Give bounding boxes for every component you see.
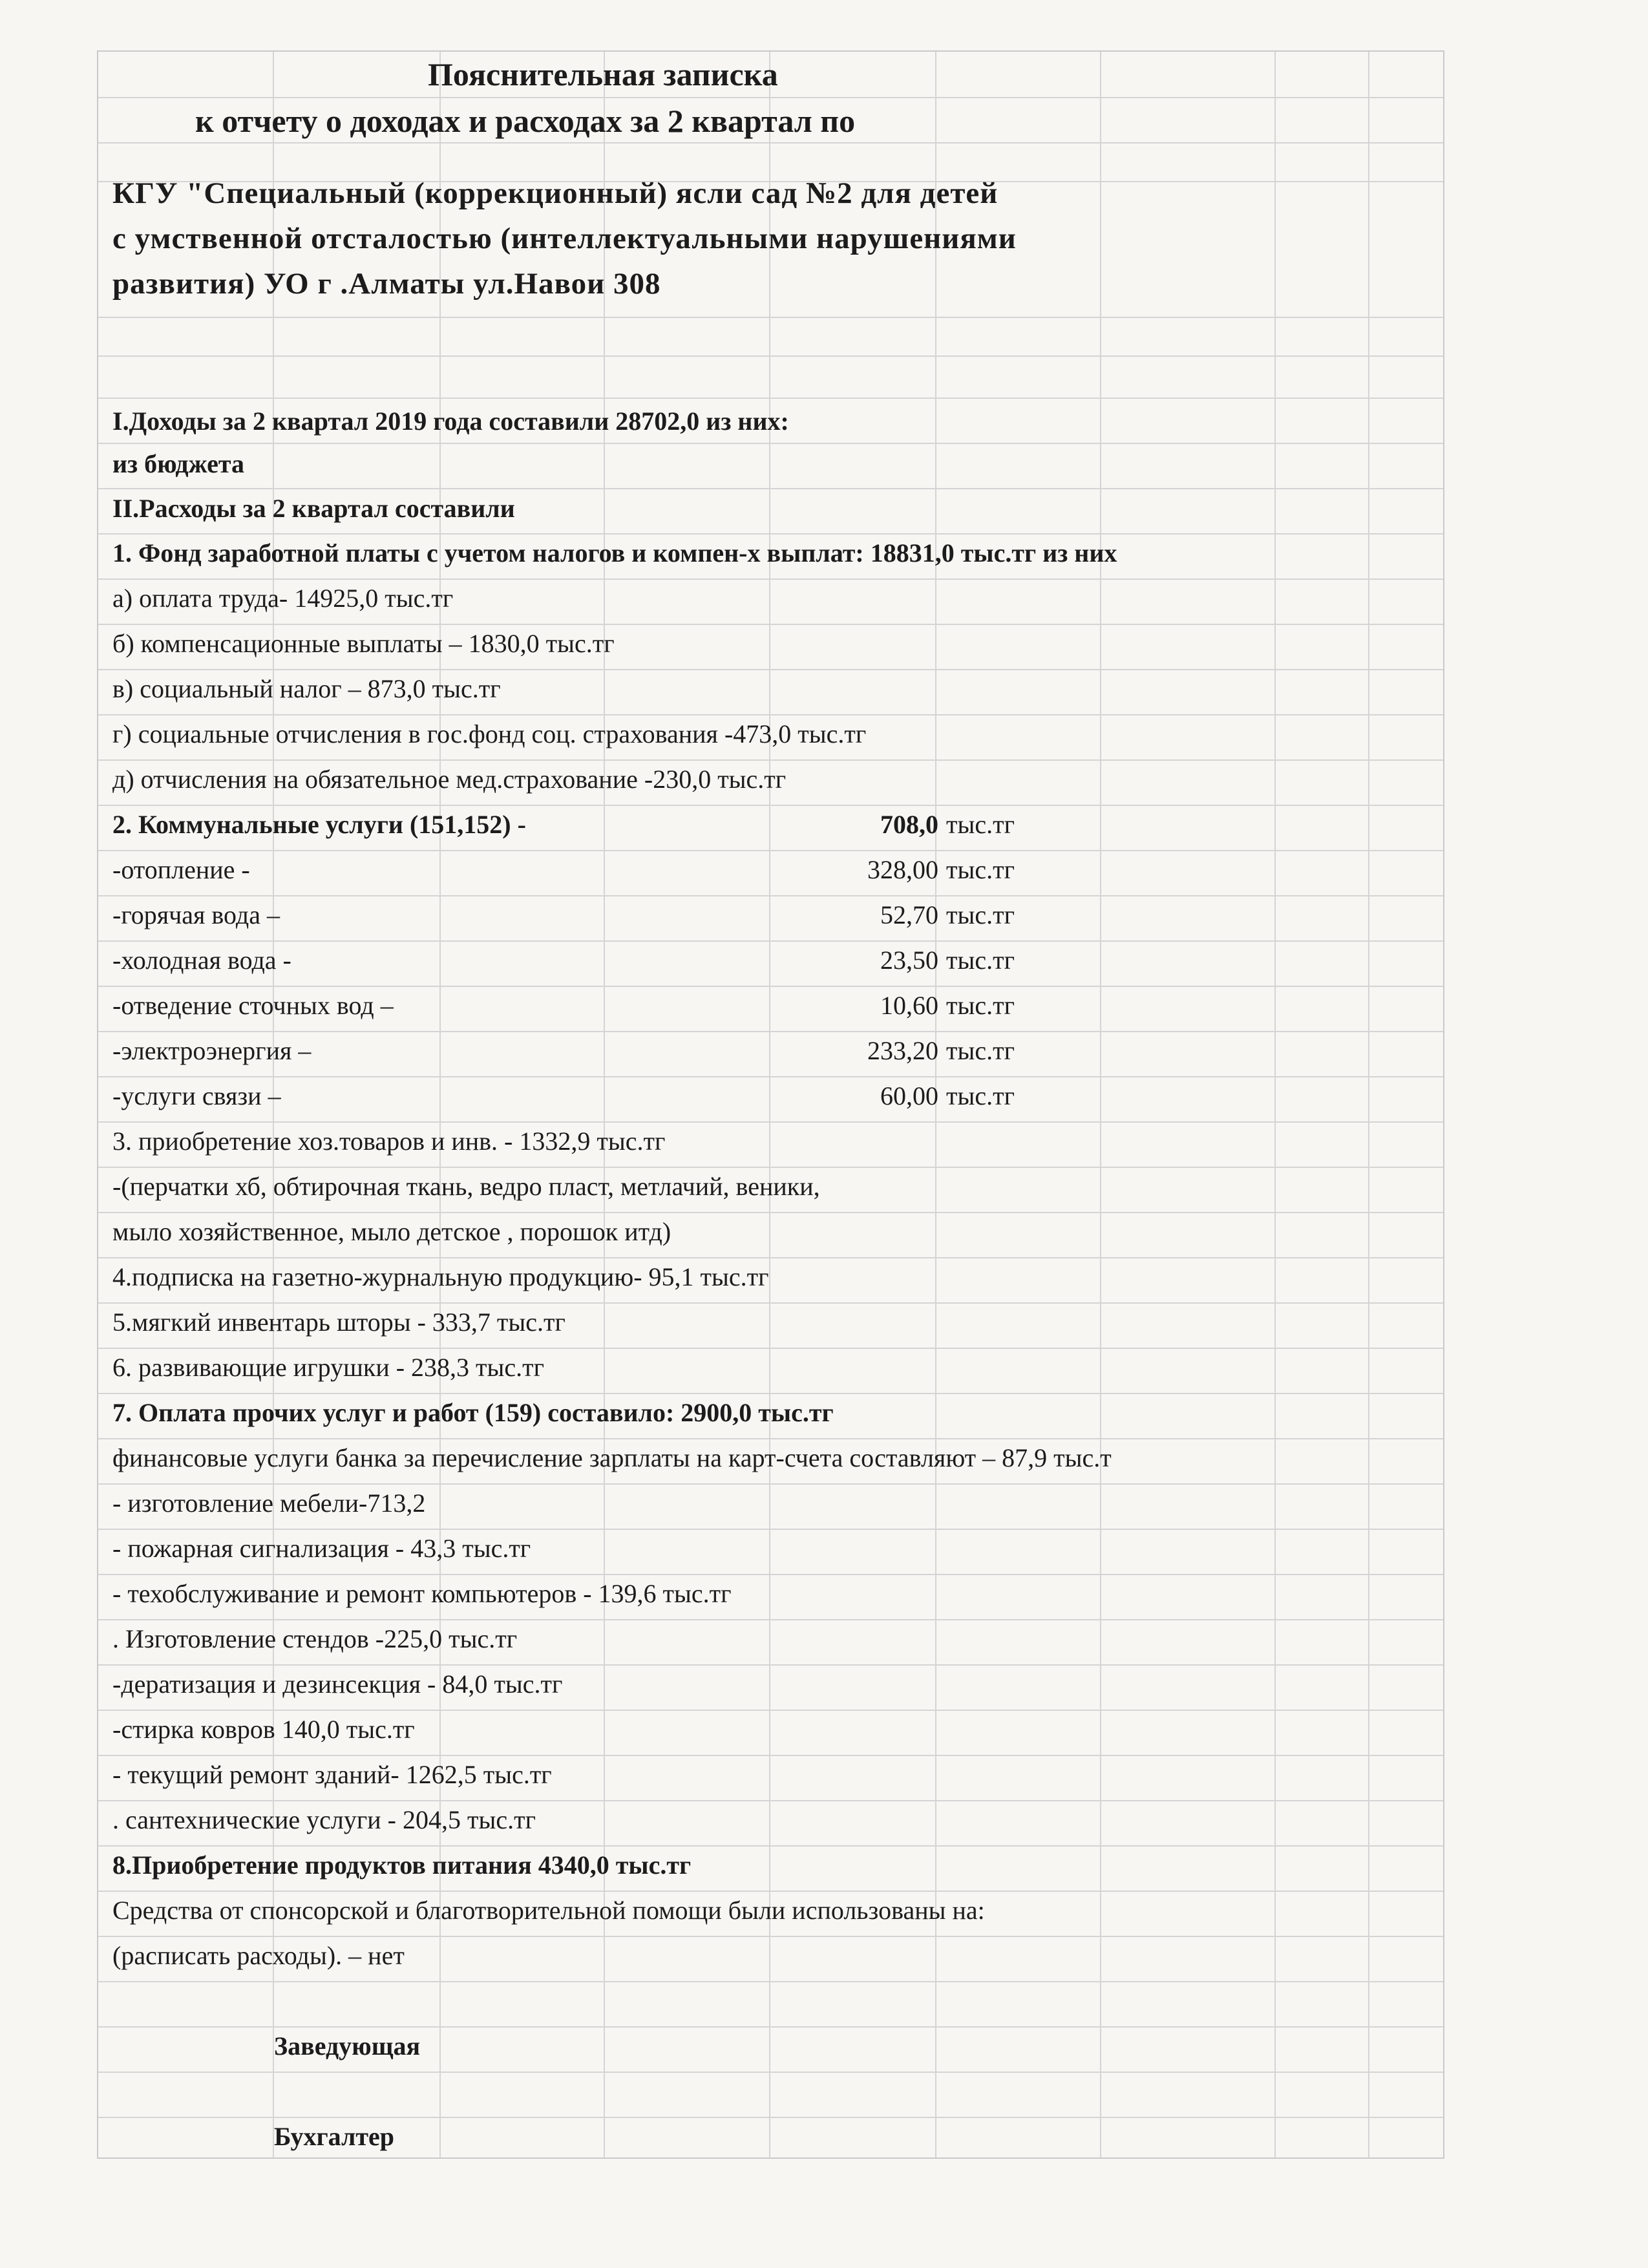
utility-value: 233,20 xyxy=(867,1036,938,1065)
grid-line xyxy=(98,940,1443,942)
utilities-heading: 2. Коммунальные услуги (151,152) - xyxy=(112,810,526,839)
other-service-item: - пожарная сигнализация - 43,3 тыс.тг xyxy=(112,1534,531,1563)
grid-line xyxy=(98,2117,1443,2118)
household-detail: мыло хозяйственное, мыло детское , порошок итд) xyxy=(112,1217,671,1246)
grid-line xyxy=(98,986,1443,987)
grid-line xyxy=(98,895,1443,896)
utility-unit: тыс.тг xyxy=(946,855,1015,884)
grid-line xyxy=(439,52,441,2157)
grid-line xyxy=(98,669,1443,670)
other-service-item: . Изготовление стендов -225,0 тыс.тг xyxy=(112,1624,518,1653)
income-source: из бюджета xyxy=(112,449,245,478)
org-name-line1: КГУ "Специальный (коррекционный) ясли сад №2 для детей xyxy=(112,176,998,210)
other-service-item: - изготовление мебели-713,2 xyxy=(112,1489,426,1518)
sponsorship-line: Средства от спонсорской и благотворительной помощи были использованы на: xyxy=(112,1896,985,1925)
utility-value: 328,00 xyxy=(867,855,938,884)
grid-line xyxy=(98,1936,1443,1937)
other-service-item: - текущий ремонт зданий- 1262,5 тыс.тг xyxy=(112,1760,552,1789)
grid-line xyxy=(98,1664,1443,1666)
wage-item: б) компенсационные выплаты – 1830,0 тыс.тг xyxy=(112,629,615,658)
grid-line xyxy=(98,488,1443,489)
grid-line xyxy=(98,805,1443,806)
grid-line xyxy=(98,1800,1443,1801)
grid-line xyxy=(98,1076,1443,1077)
utility-label: -холодная вода - xyxy=(112,946,291,975)
grid-line xyxy=(98,443,1443,444)
grid-line xyxy=(98,759,1443,761)
grid-line xyxy=(98,1212,1443,1213)
utilities-unit: тыс.тг xyxy=(946,810,1015,839)
doc-subtitle: к отчету о доходах и расходах за 2 квартал по xyxy=(195,103,856,139)
utility-label: -горячая вода – xyxy=(112,900,280,929)
household-detail: -(перчатки хб, обтирочная ткань, ведро пласт, метлачий, веники, xyxy=(112,1172,820,1201)
grid-line xyxy=(98,142,1443,143)
wage-item: в) социальный налог – 873,0 тыс.тг xyxy=(112,674,501,703)
grid-line xyxy=(98,1348,1443,1349)
other-service-item: -стирка ковров 140,0 тыс.тг xyxy=(112,1715,415,1744)
income-heading: I.Доходы за 2 квартал 2019 года составили 28702,0 из них: xyxy=(112,407,789,436)
grid-line xyxy=(98,1031,1443,1032)
wage-item: д) отчисления на обязательное мед.страхование -230,0 тыс.тг xyxy=(112,765,787,794)
utility-unit: тыс.тг xyxy=(946,991,1015,1020)
signature-accountant: Бухгалтер xyxy=(274,2122,395,2151)
grid-line xyxy=(1368,52,1369,2157)
grid-line xyxy=(98,1710,1443,1711)
grid-line xyxy=(98,1167,1443,1168)
utility-value: 23,50 xyxy=(880,946,938,975)
utility-label: -отопление - xyxy=(112,855,250,884)
utility-unit: тыс.тг xyxy=(946,1081,1015,1110)
food-line: 8.Приобретение продуктов питания 4340,0 тыс.тг xyxy=(112,1850,692,1880)
wage-item: г) социальные отчисления в гос.фонд соц. страхования -473,0 тыс.тг xyxy=(112,719,867,748)
grid-line xyxy=(98,2026,1443,2028)
wage-item: а) оплата труда- 14925,0 тыс.тг xyxy=(112,584,454,613)
household-heading: 3. приобретение хоз.товаров и инв. - 1332,9 тыс.тг xyxy=(112,1127,666,1156)
utility-label: -услуги связи – xyxy=(112,1081,281,1110)
grid-line xyxy=(98,1438,1443,1439)
grid-line xyxy=(604,52,605,2157)
grid-line xyxy=(98,1257,1443,1258)
utility-label: -отведение сточных вод – xyxy=(112,991,394,1020)
grid-line xyxy=(98,97,1443,98)
utility-unit: тыс.тг xyxy=(946,946,1015,975)
soft-inventory-line: 5.мягкий инвентарь шторы - 333,7 тыс.тг xyxy=(112,1308,565,1337)
other-service-item: -дератизация и дезинсекция - 84,0 тыс.тг xyxy=(112,1669,563,1699)
utilities-total: 708,0 xyxy=(880,810,938,839)
utility-value: 60,00 xyxy=(880,1081,938,1110)
grid-line xyxy=(98,850,1443,851)
other-service-item: - техобслуживание и ремонт компьютеров - 139,6 тыс.тг xyxy=(112,1579,732,1608)
doc-title: Пояснительная записка xyxy=(428,56,778,92)
grid-line xyxy=(98,1121,1443,1123)
grid-line xyxy=(98,1529,1443,1530)
utility-value: 52,70 xyxy=(880,900,938,929)
other-service-item: . сантехнические услуги - 204,5 тыс.тг xyxy=(112,1805,536,1834)
grid-line xyxy=(98,578,1443,580)
subscription-line: 4.подписка на газетно-журнальную продукцию- 95,1 тыс.тг xyxy=(112,1262,769,1291)
grid-line xyxy=(98,1483,1443,1485)
grid-line xyxy=(98,1393,1443,1394)
other-service-item: финансовые услуги банка за перечисление зарплаты на карт-счета составляют – 87,9 тыс.т xyxy=(112,1443,1112,1472)
grid-line xyxy=(98,355,1443,357)
wage-fund-heading: 1. Фонд заработной платы с учетом налогов и компен-х выплат: 18831,0 тыс.тг из них xyxy=(112,538,1117,567)
grid-line xyxy=(98,1302,1443,1304)
grid-line xyxy=(1100,52,1101,2157)
toys-line: 6. развивающие игрушки - 238,3 тыс.тг xyxy=(112,1353,545,1382)
org-name-line2: с умственной отсталостью (интеллектуальными нарушениями xyxy=(112,222,1017,255)
grid-line xyxy=(98,1574,1443,1575)
other-services-heading: 7. Оплата прочих услуг и работ (159) составило: 2900,0 тыс.тг xyxy=(112,1398,834,1427)
org-name-line3: развития) УО г .Алматы ул.Навои 308 xyxy=(112,267,661,301)
expenses-heading: II.Расходы за 2 квартал составили xyxy=(112,494,515,523)
grid-line xyxy=(98,1891,1443,1892)
utility-label: -электроэнергия – xyxy=(112,1036,312,1065)
grid-line xyxy=(98,2072,1443,2073)
grid-line xyxy=(1274,52,1276,2157)
grid-line xyxy=(98,714,1443,715)
utility-unit: тыс.тг xyxy=(946,900,1015,929)
grid-line xyxy=(98,624,1443,625)
grid-line xyxy=(98,1981,1443,1982)
grid-line xyxy=(98,317,1443,318)
grid-line xyxy=(98,397,1443,399)
grid-line xyxy=(98,1619,1443,1620)
signature-head: Заведующая xyxy=(274,2031,421,2061)
grid-line xyxy=(98,533,1443,535)
utility-unit: тыс.тг xyxy=(946,1036,1015,1065)
document-sheet xyxy=(97,50,1444,2159)
utility-value: 10,60 xyxy=(880,991,938,1020)
sponsorship-line: (расписать расходы). – нет xyxy=(112,1941,405,1970)
grid-line xyxy=(98,1845,1443,1847)
grid-line xyxy=(98,1755,1443,1756)
